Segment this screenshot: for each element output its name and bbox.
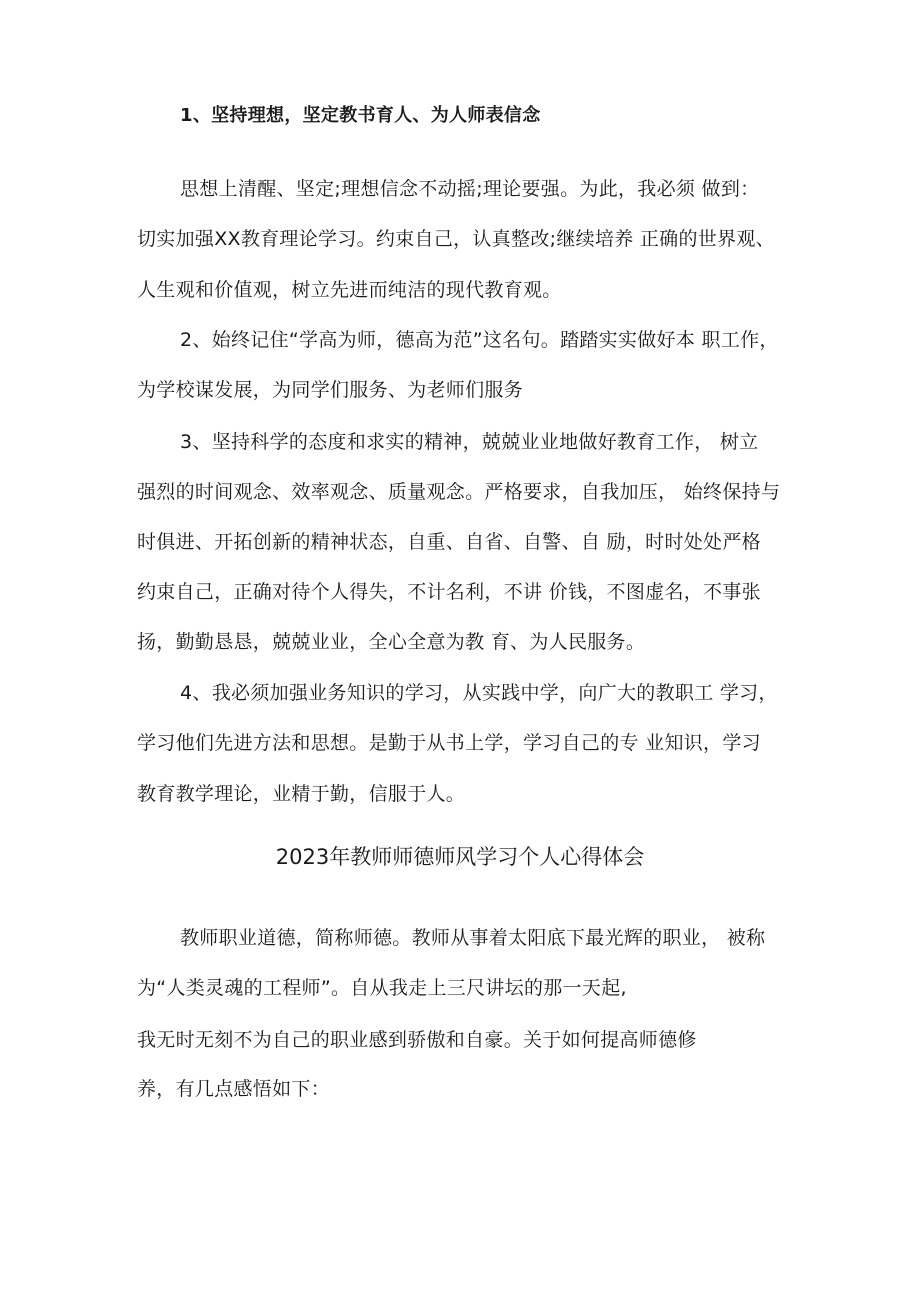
section-3-line-5: 扬，勤勤恳恳，兢兢业业，全心全意为教 育、为人民服务。 bbox=[137, 631, 646, 653]
section-2-line-2: 为学校谋发展，为同学们服务、为老师们服务 bbox=[137, 379, 524, 401]
section-3-line-4: 约束自己，正确对待个人得失，不计名利，不讲 价钱，不图虚名，不事张 bbox=[137, 581, 761, 603]
article-line-2: 为“人类灵魂的工程师”。自从我走上三尺讲坛的那一天起, bbox=[137, 977, 627, 999]
article-line-4: 养，有几点感悟如下： bbox=[137, 1078, 331, 1100]
section-3-line-1: 3、坚持科学的态度和求实的精神，兢兢业业地做好教育工作， 树立 bbox=[180, 431, 759, 453]
section-2-line-1: 2、始终记住“学高为师，德高为范”这名句。踏踏实实做好本 职工作， bbox=[180, 329, 779, 351]
section-3-line-2: 强烈的时间观念、效率观念、质量观念。严格要求，自我加压， 始终保持与 bbox=[137, 481, 781, 503]
section-4-line-1: 4、我必须加强业务知识的学习，从实践中学，向广大的教职工 学习， bbox=[180, 682, 778, 704]
section-1-heading: 1、坚持理想，坚定教书育人、为人师表信念 bbox=[180, 105, 541, 126]
article-line-3: 我无时无刻不为自己的职业感到骄傲和自豪。关于如何提高师德修 bbox=[137, 1029, 697, 1051]
section-1-line-1: 思想上清醒、坚定;理想信念不动摇;理论要强。为此，我必须 做到： bbox=[180, 178, 760, 200]
article-line-1: 教师职业道德，简称师德。教师从事着太阳底下最光辉的职业， 被称 bbox=[180, 927, 766, 949]
section-1-line-3: 人生观和价值观，树立先进而纯洁的现代教育观。 bbox=[137, 279, 562, 301]
section-1-line-2: 切实加强XX教育理论学习。约束自己，认真整改;继续培养 正确的世界观、 bbox=[137, 228, 775, 250]
section-4-line-3: 教育教学理论，业精于勤，信服于人。 bbox=[137, 783, 466, 805]
article-title: 2023年教师师德师风学习个人心得体会 bbox=[275, 845, 645, 869]
section-4-line-2: 学习他们先进方法和思想。是勤于从书上学，学习自己的专 业知识，学习 bbox=[137, 732, 761, 754]
section-3-line-3: 时俱进、开拓创新的精神状态，自重、自省、自警、自 励，时时处处严格 bbox=[137, 531, 761, 553]
